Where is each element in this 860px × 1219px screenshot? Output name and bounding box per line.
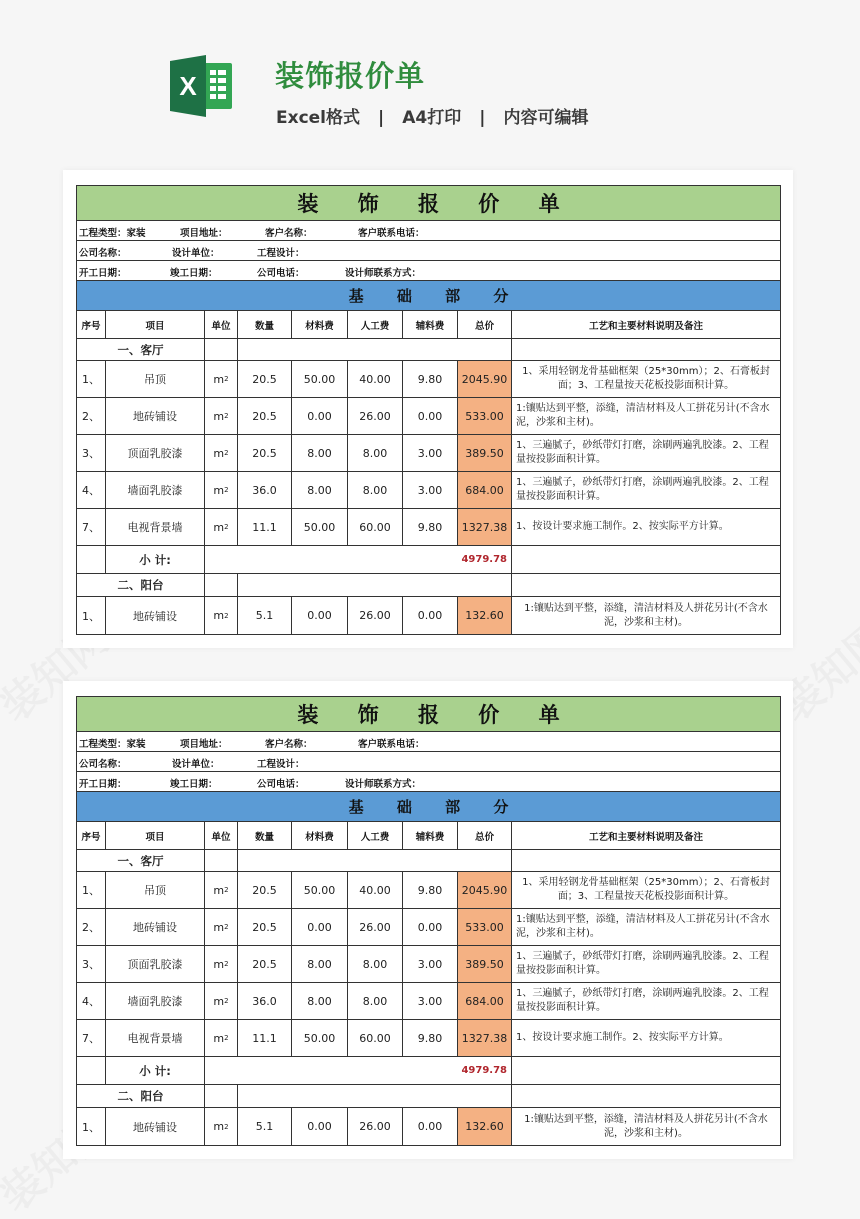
designer-contact: 设计师联系方式： [345, 779, 422, 790]
row-unit: m 2 [205, 472, 238, 508]
table-row [77, 1020, 780, 1057]
row-labor: 26.00 [348, 909, 403, 945]
customer-phone: 客户联系电话： [358, 739, 425, 750]
row-note: 1:镶贴达到平整，添缝，清洁材料及人工拼花另计(不含水泥，沙浆和主材)。 [516, 403, 770, 428]
subtotal-row [77, 1057, 780, 1085]
end-date: 竣工日期： [170, 268, 218, 279]
row-material: 0.00 [292, 909, 348, 945]
row-total: 132.60 [458, 597, 512, 634]
engineering-design: 工程设计： [257, 759, 305, 770]
col-qty: 数量 [238, 822, 292, 849]
company-phone: 公司电话： [257, 779, 305, 790]
row-no: 4、 [77, 983, 106, 1019]
col-labor: 人工费 [348, 822, 403, 849]
engineering-design: 工程设计： [257, 248, 305, 259]
table-row [77, 946, 780, 983]
row-material: 8.00 [292, 983, 348, 1019]
col-material: 材料费 [292, 311, 348, 338]
table-row [77, 435, 780, 472]
row-aux: 9.80 [403, 872, 458, 908]
row-unit: m 2 [205, 1020, 238, 1056]
row-labor: 8.00 [348, 983, 403, 1019]
row-total: 684.00 [458, 983, 512, 1019]
row-labor: 60.00 [348, 509, 403, 545]
subtitle [276, 103, 588, 128]
svg-text:X: X [179, 71, 197, 101]
design-unit: 设计单位： [172, 248, 220, 259]
group-name: 一、客厅 [77, 339, 205, 360]
table-row [77, 909, 780, 946]
row-aux: 0.00 [403, 1108, 458, 1145]
column-header-row [77, 822, 780, 850]
row-labor: 8.00 [348, 472, 403, 508]
group-name: 二、阳台 [77, 574, 205, 596]
row-qty: 20.5 [238, 435, 292, 471]
row-item: 顶面乳胶漆 [106, 435, 205, 471]
row-labor: 26.00 [348, 1108, 403, 1145]
group-name: 一、客厅 [77, 850, 205, 871]
row-no: 4、 [77, 472, 106, 508]
row-item: 墙面乳胶漆 [106, 983, 205, 1019]
row-aux: 9.80 [403, 361, 458, 397]
row-total: 1327.38 [458, 509, 512, 545]
row-labor: 60.00 [348, 1020, 403, 1056]
designer-contact: 设计师联系方式： [345, 268, 422, 279]
group-row-balcony [77, 574, 780, 597]
page-title: 装饰报价单 [275, 59, 426, 93]
page-header [0, 0, 860, 160]
sheet-title: 装 饰 报 价 单 [77, 186, 780, 221]
col-no: 序号 [77, 822, 106, 849]
row-aux: 0.00 [403, 909, 458, 945]
col-item: 项目 [106, 822, 205, 849]
row-total: 1327.38 [458, 1020, 512, 1056]
col-unit: 单位 [205, 822, 238, 849]
group-name: 二、阳台 [77, 1085, 205, 1107]
row-aux: 9.80 [403, 509, 458, 545]
col-no: 序号 [77, 311, 106, 338]
row-labor: 8.00 [348, 435, 403, 471]
col-aux: 辅料费 [403, 311, 458, 338]
row-note: 1:镶贴达到平整，添缝，清洁材料及人工拼花另计(不含水泥，沙浆和主材)。 [516, 914, 770, 939]
info-row-2 [77, 752, 780, 772]
row-note: 1、按设计要求施工制作。2、按实际平方计算。 [516, 1032, 729, 1043]
row-no: 2、 [77, 909, 106, 945]
row-note: 1、采用轻钢龙骨基础框架（25*30mm）；2、石膏板封面；3、工程量按天花板投影面积计算。 [522, 366, 770, 391]
row-item: 电视背景墙 [106, 509, 205, 545]
row-qty: 11.1 [238, 509, 292, 545]
row-note: 1:镶贴达到平整，添缝，清洁材料及人拼花另计(不含水泥，沙浆和主材)。 [524, 602, 768, 628]
row-qty: 36.0 [238, 983, 292, 1019]
row-total: 389.50 [458, 946, 512, 982]
row-qty: 20.5 [238, 872, 292, 908]
row-item: 地砖铺设 [106, 1108, 205, 1145]
row-item: 地砖铺设 [106, 398, 205, 434]
row-note: 1、三遍腻子，砂纸带灯打磨，涂刷两遍乳胶漆。2、工程量按投影面积计算。 [516, 440, 769, 465]
section-band: 基 础 部 分 [77, 792, 780, 822]
info-row-1 [77, 221, 780, 241]
row-unit: m 2 [205, 1108, 238, 1145]
col-note: 工艺和主要材料说明及备注 [588, 831, 703, 843]
customer-phone: 客户联系电话： [358, 228, 425, 239]
row-aux: 3.00 [403, 472, 458, 508]
row-material: 0.00 [292, 597, 348, 634]
company-name: 公司名称： [79, 759, 127, 770]
row-item: 地砖铺设 [106, 597, 205, 634]
row-labor: 26.00 [348, 398, 403, 434]
subtotal-label: 小 计: [106, 1057, 205, 1084]
row-item: 地砖铺设 [106, 909, 205, 945]
design-unit: 设计单位： [172, 759, 220, 770]
quote-table [76, 696, 781, 1146]
row-no: 1、 [77, 872, 106, 908]
subtotal-value: 4979.78 [205, 546, 512, 573]
row-note: 1:镶贴达到平整，添缝，清洁材料及人拼花另计(不含水泥，沙浆和主材)。 [524, 1113, 768, 1139]
row-unit: m 2 [205, 435, 238, 471]
start-date: 开工日期： [79, 779, 127, 790]
row-labor: 8.00 [348, 946, 403, 982]
group-row-balcony [77, 1085, 780, 1108]
project-type: 工程类型：家装 [79, 228, 146, 239]
row-qty: 20.5 [238, 361, 292, 397]
row-note: 1、三遍腻子，砂纸带灯打磨，涂刷两遍乳胶漆。2、工程量按投影面积计算。 [516, 988, 769, 1013]
row-qty: 20.5 [238, 946, 292, 982]
sheet-title: 装 饰 报 价 单 [77, 697, 780, 732]
row-no: 1、 [77, 1108, 106, 1145]
separator: | [479, 108, 486, 128]
row-aux: 3.00 [403, 946, 458, 982]
subtitle-format: Excel格式 [276, 108, 361, 128]
table-row [77, 872, 780, 909]
row-no: 3、 [77, 946, 106, 982]
col-material: 材料费 [292, 822, 348, 849]
table-row [77, 361, 780, 398]
subtitle-print: A4打印 [402, 108, 462, 128]
row-unit: m 2 [205, 509, 238, 545]
quote-sheet-preview-1 [63, 170, 793, 648]
row-qty: 20.5 [238, 909, 292, 945]
row-no: 1、 [77, 597, 106, 634]
col-aux: 辅料费 [403, 822, 458, 849]
row-labor: 26.00 [348, 597, 403, 634]
col-qty: 数量 [238, 311, 292, 338]
col-unit: 单位 [205, 311, 238, 338]
row-unit: m 2 [205, 398, 238, 434]
project-address: 项目地址： [180, 228, 228, 239]
subtotal-value: 4979.78 [205, 1057, 512, 1084]
col-note: 工艺和主要材料说明及备注 [588, 320, 703, 332]
start-date: 开工日期： [79, 268, 127, 279]
row-material: 8.00 [292, 946, 348, 982]
row-unit: m 2 [205, 872, 238, 908]
row-no: 2、 [77, 398, 106, 434]
project-address: 项目地址： [180, 739, 228, 750]
project-type: 工程类型：家装 [79, 739, 146, 750]
row-material: 50.00 [292, 872, 348, 908]
row-total: 533.00 [458, 909, 512, 945]
row-item: 墙面乳胶漆 [106, 472, 205, 508]
row-material: 0.00 [292, 1108, 348, 1145]
subtotal-label: 小 计: [106, 546, 205, 573]
info-row-1 [77, 732, 780, 752]
row-total: 2045.90 [458, 361, 512, 397]
info-row-3 [77, 261, 780, 281]
group-row-living [77, 850, 780, 872]
table-row [77, 509, 780, 546]
row-total: 389.50 [458, 435, 512, 471]
row-no: 3、 [77, 435, 106, 471]
quote-sheet-preview-2 [63, 681, 793, 1159]
info-row-2 [77, 241, 780, 261]
quote-table [76, 185, 781, 635]
row-item: 电视背景墙 [106, 1020, 205, 1056]
row-aux: 3.00 [403, 435, 458, 471]
col-total: 总价 [458, 822, 512, 849]
row-total: 132.60 [458, 1108, 512, 1145]
customer-name: 客户名称： [265, 739, 313, 750]
row-aux: 9.80 [403, 1020, 458, 1056]
excel-icon [170, 55, 234, 117]
row-material: 50.00 [292, 361, 348, 397]
row-material: 50.00 [292, 509, 348, 545]
row-no: 1、 [77, 361, 106, 397]
row-material: 8.00 [292, 472, 348, 508]
separator: | [378, 108, 385, 128]
row-total: 533.00 [458, 398, 512, 434]
row-unit: m 2 [205, 946, 238, 982]
row-total: 2045.90 [458, 872, 512, 908]
row-total: 684.00 [458, 472, 512, 508]
row-no: 7、 [77, 1020, 106, 1056]
subtitle-editable: 内容可编辑 [503, 108, 589, 128]
table-row [77, 983, 780, 1020]
row-aux: 3.00 [403, 983, 458, 1019]
row-labor: 40.00 [348, 872, 403, 908]
row-no: 7、 [77, 509, 106, 545]
row-unit: m 2 [205, 909, 238, 945]
row-material: 50.00 [292, 1020, 348, 1056]
row-unit: m 2 [205, 597, 238, 634]
row-qty: 5.1 [238, 1108, 292, 1145]
row-qty: 20.5 [238, 398, 292, 434]
table-row [77, 1108, 780, 1145]
row-qty: 11.1 [238, 1020, 292, 1056]
col-total: 总价 [458, 311, 512, 338]
row-aux: 0.00 [403, 398, 458, 434]
row-note: 1、三遍腻子，砂纸带灯打磨，涂刷两遍乳胶漆。2、工程量按投影面积计算。 [516, 951, 769, 976]
col-item: 项目 [106, 311, 205, 338]
row-note: 1、按设计要求施工制作。2、按实际平方计算。 [516, 521, 729, 532]
table-row [77, 597, 780, 634]
section-band: 基 础 部 分 [77, 281, 780, 311]
row-unit: m 2 [205, 361, 238, 397]
row-note: 1、采用轻钢龙骨基础框架（25*30mm）；2、石膏板封面；3、工程量按天花板投影面积计算。 [522, 877, 770, 902]
company-name: 公司名称： [79, 248, 127, 259]
row-aux: 0.00 [403, 597, 458, 634]
end-date: 竣工日期： [170, 779, 218, 790]
column-header-row [77, 311, 780, 339]
row-note: 1、三遍腻子，砂纸带灯打磨，涂刷两遍乳胶漆。2、工程量按投影面积计算。 [516, 477, 769, 502]
info-row-3 [77, 772, 780, 792]
row-qty: 36.0 [238, 472, 292, 508]
col-labor: 人工费 [348, 311, 403, 338]
row-item: 吊顶 [106, 361, 205, 397]
row-labor: 40.00 [348, 361, 403, 397]
table-row [77, 472, 780, 509]
group-row-living [77, 339, 780, 361]
row-material: 8.00 [292, 435, 348, 471]
table-row [77, 398, 780, 435]
subtotal-row [77, 546, 780, 574]
row-qty: 5.1 [238, 597, 292, 634]
customer-name: 客户名称： [265, 228, 313, 239]
row-unit: m 2 [205, 983, 238, 1019]
row-material: 0.00 [292, 398, 348, 434]
row-item: 顶面乳胶漆 [106, 946, 205, 982]
row-item: 吊顶 [106, 872, 205, 908]
company-phone: 公司电话： [257, 268, 305, 279]
